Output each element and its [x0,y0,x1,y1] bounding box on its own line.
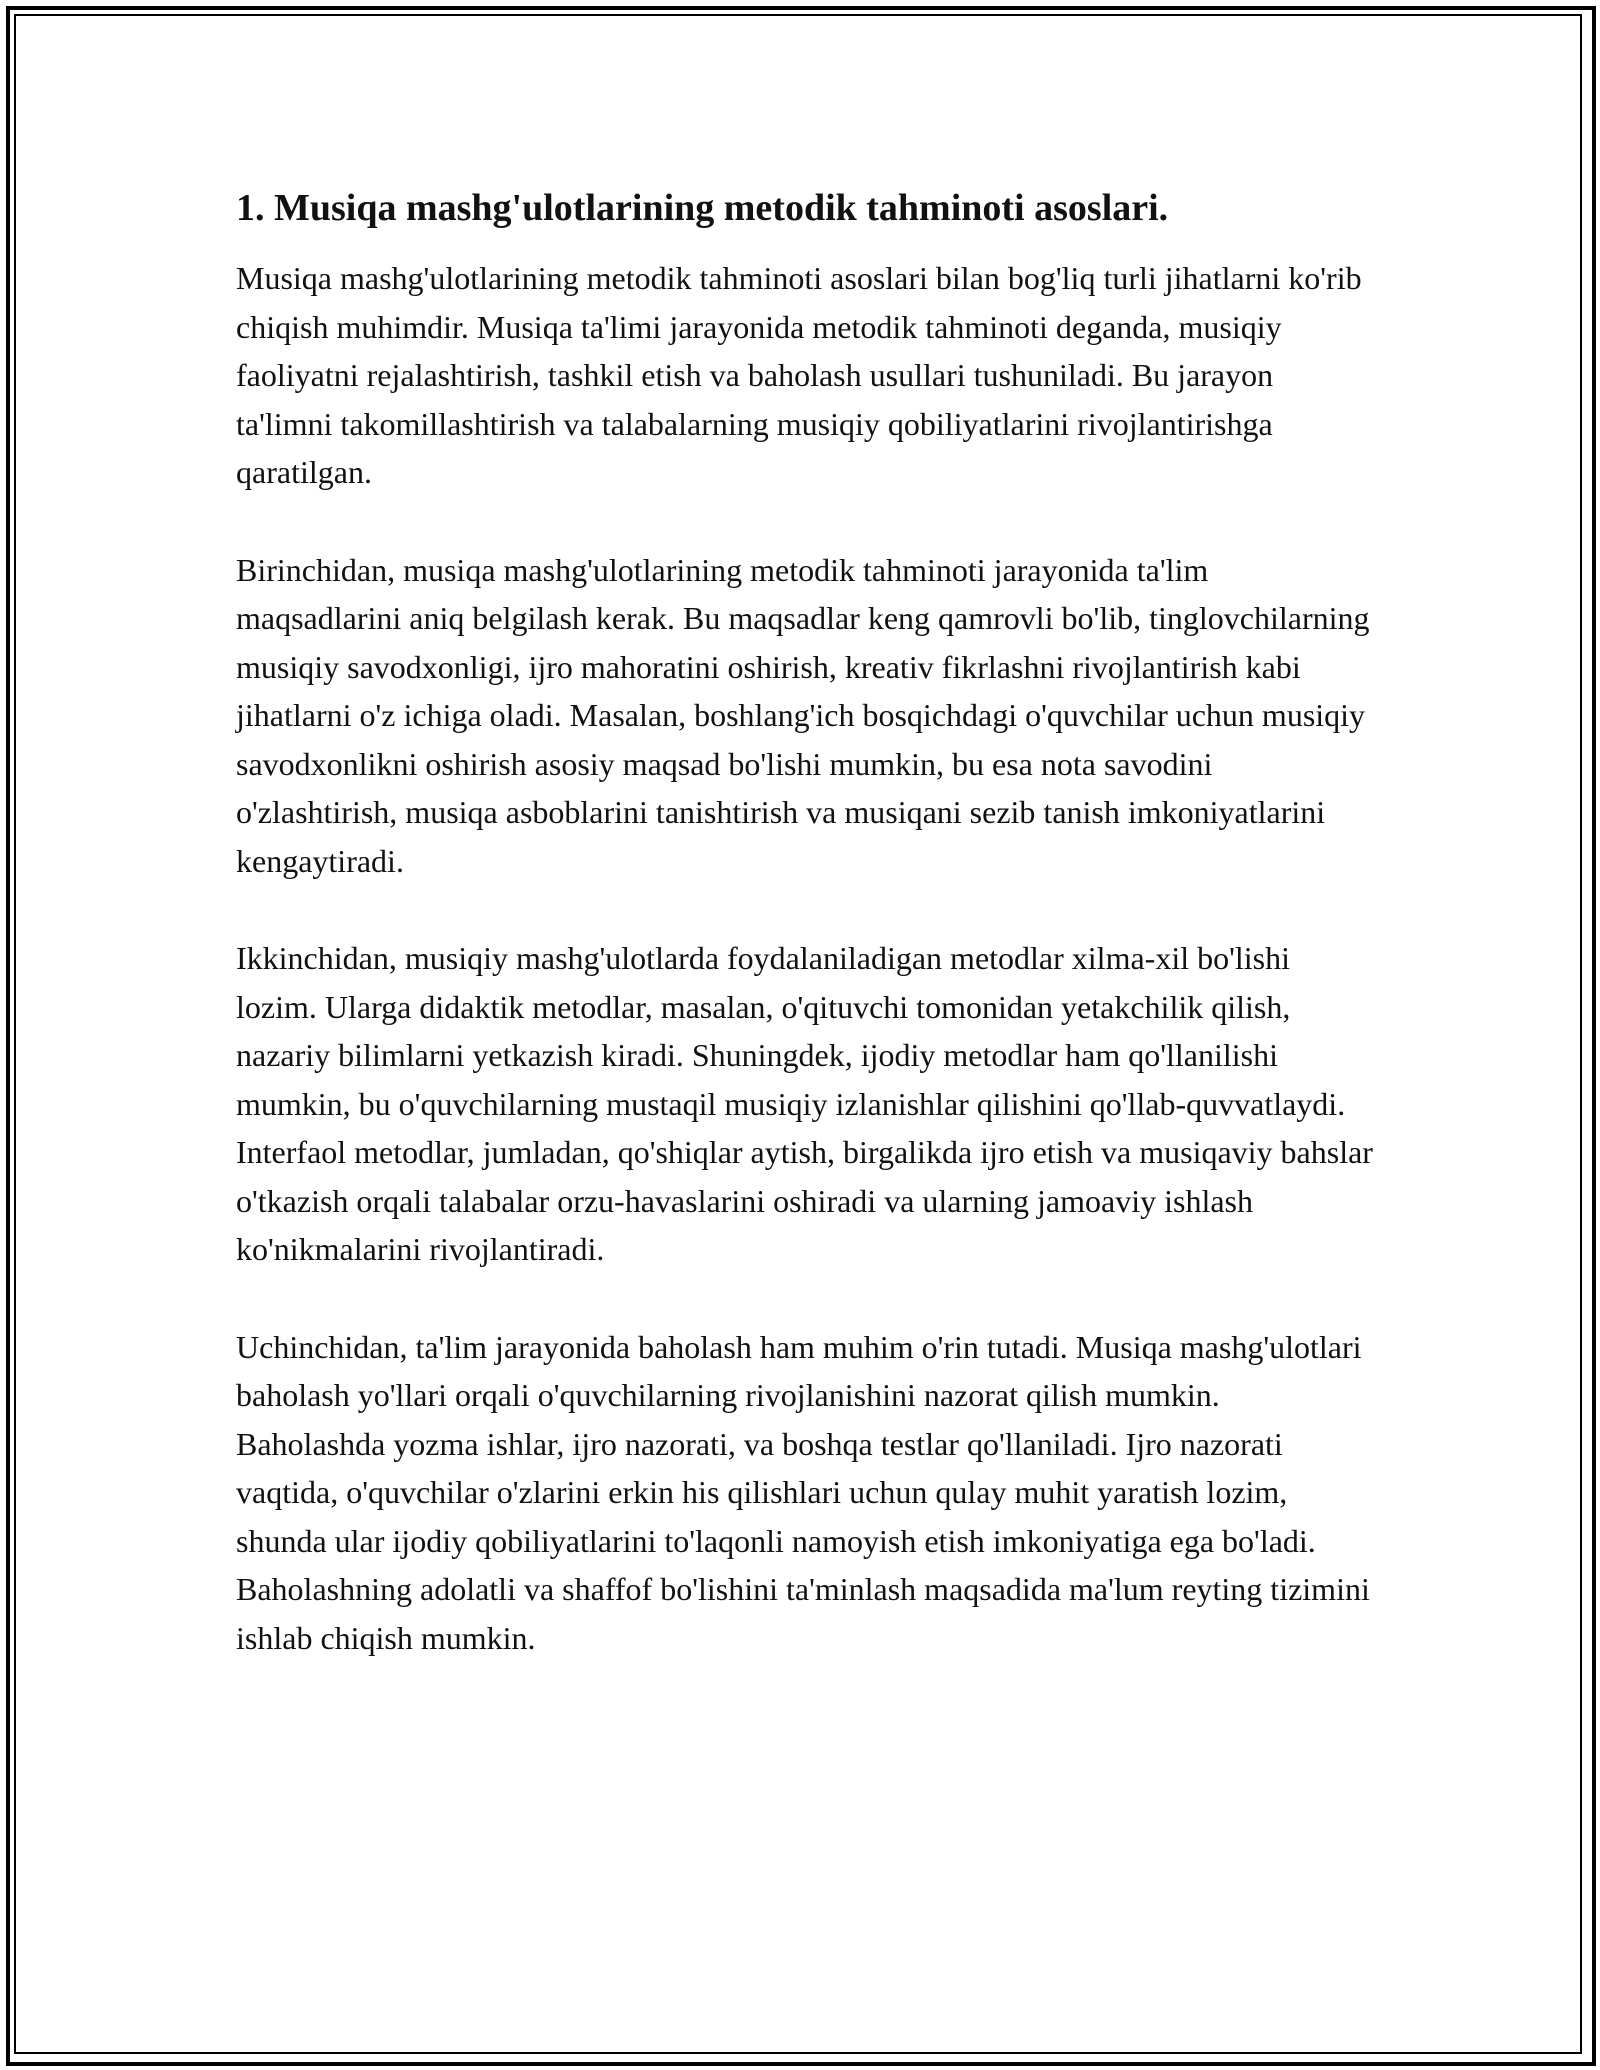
section-heading: 1. Musiqa mashg'ulotlarining metodik tahminoti asoslari. [236,187,1169,229]
paragraph-intro: Musiqa mashg'ulotlarining metodik tahminoti asoslari bilan bog'liq turli jihatlarni ko'rib chiqish muhimdir. Musiqa ta'limi jarayonida metodik tahminoti deganda, musiqiy faoliyatni rejalashtirish, tashkil etish va baholash usullari tushuniladi. Bu jarayon ta'limni takomillashtirish va talabalarning musiqiy qobiliyatlarini rivojlantirishga qaratilgan. [236,260,1362,490]
paragraph-first: Birinchidan, musiqa mashg'ulotlarining metodik tahminoti jarayonida ta'lim maqsadlarini aniq belgilash kerak. Bu maqsadlar keng qamrovli bo'lib, tinglovchilarning musiqiy savodxonligi, ijro mahoratini oshirish, kreativ fikrlashni rivojlantirish kabi jihatlarni o'z ichiga oladi. Masalan, boshlang'ich bosqichdagi o'quvchilar uchun musiqiy savodxonlikni oshirish asosiy maqsad bo'lishi mumkin, bu esa nota savodini o'zlashtirish, musiqa asboblarini tanishtirish va musiqani sezib tanish imkoniyatlarini kengaytiradi. [236,551,1370,879]
document-body [236,184,1376,1711]
paragraph-second: Ikkinchidan, musiqiy mashg'ulotlarda foydalaniladigan metodlar xilma-xil bo'lishi lozim. Ularga didaktik metodlar, masalan, o'qituvchi tomonidan yetakchilik qilish, nazariy bilimlarni yetkazish kiradi. Shuningdek, ijodiy metodlar ham qo'llanilishi mumkin, bu o'quvchilarning mustaqil musiqiy izlanishlar qilishini qo'llab-quvvatlaydi. Interfaol metodlar, jumladan, qo'shiqlar aytish, birgalikda ijro etish va musiqaviy bahslar o'tkazish orqali talabalar orzu-havaslarini oshiradi va ularning jamoaviy ishlash ko'nikmalarini rivojlantiradi. [236,940,1373,1267]
paragraph-third: Uchinchidan, ta'lim jarayonida baholash ham muhim o'rin tutadi. Musiqa mashg'ulotlari baholash yo'llari orqali o'quvchilarning rivojlanishini nazorat qilish mumkin. Baholashda yozma ishlar, ijro nazorati, va boshqa testlar qo'llaniladi. Ijro nazorati vaqtida, o'quvchilar o'zlarini erkin his qilishlari uchun qulay muhit yaratish lozim, shunda ular ijodiy qobiliyatlarini to'laqonli namoyish etish imkoniyatiga ega bo'ladi. Baholashning adolatli va shaffof bo'lishini ta'minlash maqsadida ma'lum reyting tizimini ishlab chiqish mumkin. [236,1328,1370,1656]
